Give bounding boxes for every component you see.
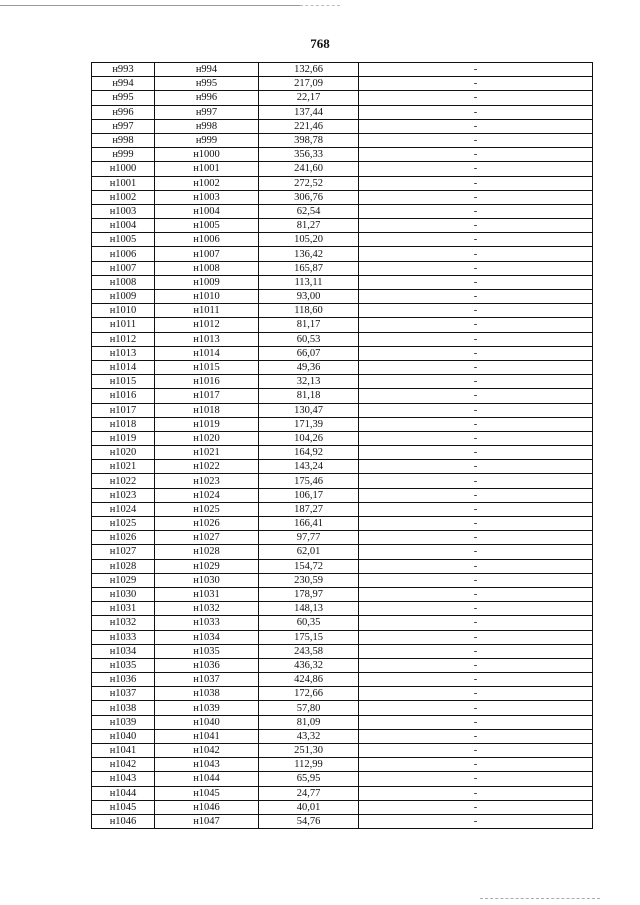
from-point-cell: н1010 xyxy=(92,304,155,318)
note-cell: - xyxy=(359,375,593,389)
table-row xyxy=(92,389,593,403)
table-row xyxy=(92,701,593,715)
from-point-cell: н1031 xyxy=(92,602,155,616)
distance-cell: 398,78 xyxy=(259,133,359,147)
from-point-cell: н1014 xyxy=(92,360,155,374)
note-cell: - xyxy=(359,162,593,176)
table-row xyxy=(92,800,593,814)
table-row xyxy=(92,758,593,772)
table-row xyxy=(92,133,593,147)
to-point-cell: н1005 xyxy=(155,219,259,233)
note-cell: - xyxy=(359,786,593,800)
from-point-cell: н1033 xyxy=(92,630,155,644)
distance-cell: 81,09 xyxy=(259,715,359,729)
table-row xyxy=(92,814,593,828)
distance-cell: 57,80 xyxy=(259,701,359,715)
from-point-cell: н994 xyxy=(92,77,155,91)
from-point-cell: н999 xyxy=(92,148,155,162)
from-point-cell: н1011 xyxy=(92,318,155,332)
to-point-cell: н1046 xyxy=(155,800,259,814)
table-row xyxy=(92,105,593,119)
distance-cell: 97,77 xyxy=(259,531,359,545)
note-cell: - xyxy=(359,63,593,77)
to-point-cell: н1045 xyxy=(155,786,259,800)
distance-cell: 154,72 xyxy=(259,559,359,573)
distance-cell: 217,09 xyxy=(259,77,359,91)
to-point-cell: н1037 xyxy=(155,673,259,687)
to-point-cell: н1010 xyxy=(155,290,259,304)
table-body xyxy=(92,63,593,829)
distance-cell: 148,13 xyxy=(259,602,359,616)
from-point-cell: н1019 xyxy=(92,431,155,445)
note-cell: - xyxy=(359,403,593,417)
table-row xyxy=(92,304,593,318)
to-point-cell: н995 xyxy=(155,77,259,91)
from-point-cell: н1036 xyxy=(92,673,155,687)
table-row xyxy=(92,417,593,431)
note-cell: - xyxy=(359,389,593,403)
distance-cell: 356,33 xyxy=(259,148,359,162)
note-cell: - xyxy=(359,616,593,630)
distance-cell: 166,41 xyxy=(259,517,359,531)
table-row xyxy=(92,190,593,204)
to-point-cell: н998 xyxy=(155,119,259,133)
note-cell: - xyxy=(359,247,593,261)
distance-cell: 112,99 xyxy=(259,758,359,772)
from-point-cell: н1013 xyxy=(92,346,155,360)
distance-cell: 65,95 xyxy=(259,772,359,786)
from-point-cell: н1034 xyxy=(92,644,155,658)
from-point-cell: н1032 xyxy=(92,616,155,630)
table-row xyxy=(92,687,593,701)
to-point-cell: н1044 xyxy=(155,772,259,786)
from-point-cell: н1028 xyxy=(92,559,155,573)
distance-cell: 164,92 xyxy=(259,446,359,460)
note-cell: - xyxy=(359,417,593,431)
distance-cell: 243,58 xyxy=(259,644,359,658)
table-row xyxy=(92,318,593,332)
to-point-cell: н1015 xyxy=(155,360,259,374)
table-row xyxy=(92,91,593,105)
note-cell: - xyxy=(359,715,593,729)
table-row xyxy=(92,275,593,289)
table-row xyxy=(92,77,593,91)
note-cell: - xyxy=(359,360,593,374)
distance-cell: 306,76 xyxy=(259,190,359,204)
table-row xyxy=(92,559,593,573)
table-row xyxy=(92,616,593,630)
coordinates-table xyxy=(91,62,593,829)
table-row xyxy=(92,658,593,672)
note-cell: - xyxy=(359,77,593,91)
note-cell: - xyxy=(359,531,593,545)
to-point-cell: н1031 xyxy=(155,587,259,601)
to-point-cell: н1032 xyxy=(155,602,259,616)
to-point-cell: н997 xyxy=(155,105,259,119)
top-scan-line-faint xyxy=(300,5,340,6)
note-cell: - xyxy=(359,758,593,772)
distance-cell: 49,36 xyxy=(259,360,359,374)
to-point-cell: н1028 xyxy=(155,545,259,559)
to-point-cell: н1034 xyxy=(155,630,259,644)
table-row xyxy=(92,346,593,360)
to-point-cell: н1027 xyxy=(155,531,259,545)
note-cell: - xyxy=(359,233,593,247)
from-point-cell: н1040 xyxy=(92,729,155,743)
bottom-scan-line xyxy=(480,898,600,899)
note-cell: - xyxy=(359,602,593,616)
distance-cell: 132,66 xyxy=(259,63,359,77)
note-cell: - xyxy=(359,176,593,190)
distance-cell: 251,30 xyxy=(259,744,359,758)
to-point-cell: н1026 xyxy=(155,517,259,531)
distance-cell: 81,17 xyxy=(259,318,359,332)
table-row xyxy=(92,587,593,601)
note-cell: - xyxy=(359,744,593,758)
from-point-cell: н1000 xyxy=(92,162,155,176)
from-point-cell: н1018 xyxy=(92,417,155,431)
table-row xyxy=(92,360,593,374)
note-cell: - xyxy=(359,91,593,105)
distance-cell: 172,66 xyxy=(259,687,359,701)
from-point-cell: н1003 xyxy=(92,204,155,218)
table-row xyxy=(92,375,593,389)
table-row xyxy=(92,148,593,162)
note-cell: - xyxy=(359,630,593,644)
table-row xyxy=(92,673,593,687)
to-point-cell: н1007 xyxy=(155,247,259,261)
table-row xyxy=(92,715,593,729)
to-point-cell: н1021 xyxy=(155,446,259,460)
to-point-cell: н1019 xyxy=(155,417,259,431)
from-point-cell: н1042 xyxy=(92,758,155,772)
note-cell: - xyxy=(359,290,593,304)
from-point-cell: н996 xyxy=(92,105,155,119)
table-row xyxy=(92,176,593,190)
note-cell: - xyxy=(359,204,593,218)
from-point-cell: н995 xyxy=(92,91,155,105)
distance-cell: 32,13 xyxy=(259,375,359,389)
distance-cell: 24,77 xyxy=(259,786,359,800)
from-point-cell: н1022 xyxy=(92,474,155,488)
to-point-cell: н1047 xyxy=(155,814,259,828)
note-cell: - xyxy=(359,587,593,601)
distance-cell: 93,00 xyxy=(259,290,359,304)
table-row xyxy=(92,460,593,474)
from-point-cell: н1039 xyxy=(92,715,155,729)
table-row xyxy=(92,63,593,77)
table-row xyxy=(92,119,593,133)
distance-cell: 178,97 xyxy=(259,587,359,601)
to-point-cell: н1002 xyxy=(155,176,259,190)
table-row xyxy=(92,247,593,261)
distance-cell: 175,15 xyxy=(259,630,359,644)
from-point-cell: н1009 xyxy=(92,290,155,304)
from-point-cell: н1030 xyxy=(92,587,155,601)
from-point-cell: н1008 xyxy=(92,275,155,289)
from-point-cell: н1037 xyxy=(92,687,155,701)
table-row xyxy=(92,474,593,488)
table-row xyxy=(92,630,593,644)
table-row xyxy=(92,204,593,218)
distance-cell: 175,46 xyxy=(259,474,359,488)
table-row xyxy=(92,290,593,304)
to-point-cell: н1030 xyxy=(155,573,259,587)
distance-cell: 113,11 xyxy=(259,275,359,289)
to-point-cell: н1038 xyxy=(155,687,259,701)
page-number: 768 xyxy=(310,36,330,51)
note-cell: - xyxy=(359,673,593,687)
note-cell: - xyxy=(359,545,593,559)
distance-cell: 272,52 xyxy=(259,176,359,190)
from-point-cell: н1025 xyxy=(92,517,155,531)
note-cell: - xyxy=(359,318,593,332)
table-row xyxy=(92,233,593,247)
note-cell: - xyxy=(359,474,593,488)
distance-cell: 60,35 xyxy=(259,616,359,630)
to-point-cell: н1018 xyxy=(155,403,259,417)
from-point-cell: н1046 xyxy=(92,814,155,828)
from-point-cell: н1020 xyxy=(92,446,155,460)
table-row xyxy=(92,729,593,743)
note-cell: - xyxy=(359,517,593,531)
note-cell: - xyxy=(359,332,593,346)
table-row xyxy=(92,602,593,616)
from-point-cell: н997 xyxy=(92,119,155,133)
table-row xyxy=(92,219,593,233)
distance-cell: 105,20 xyxy=(259,233,359,247)
distance-cell: 137,44 xyxy=(259,105,359,119)
to-point-cell: н1040 xyxy=(155,715,259,729)
table-row xyxy=(92,332,593,346)
to-point-cell: н1012 xyxy=(155,318,259,332)
table-row xyxy=(92,488,593,502)
to-point-cell: н1041 xyxy=(155,729,259,743)
distance-cell: 54,76 xyxy=(259,814,359,828)
note-cell: - xyxy=(359,687,593,701)
distance-cell: 81,18 xyxy=(259,389,359,403)
to-point-cell: н1033 xyxy=(155,616,259,630)
table-row xyxy=(92,772,593,786)
to-point-cell: н1016 xyxy=(155,375,259,389)
distance-cell: 40,01 xyxy=(259,800,359,814)
from-point-cell: н1023 xyxy=(92,488,155,502)
note-cell: - xyxy=(359,644,593,658)
from-point-cell: н1029 xyxy=(92,573,155,587)
note-cell: - xyxy=(359,304,593,318)
distance-cell: 221,46 xyxy=(259,119,359,133)
to-point-cell: н1036 xyxy=(155,658,259,672)
to-point-cell: н1001 xyxy=(155,162,259,176)
table-row xyxy=(92,517,593,531)
top-scan-line xyxy=(0,5,300,6)
to-point-cell: н1014 xyxy=(155,346,259,360)
from-point-cell: н1015 xyxy=(92,375,155,389)
table-row xyxy=(92,403,593,417)
to-point-cell: н1029 xyxy=(155,559,259,573)
table-row xyxy=(92,261,593,275)
from-point-cell: н1002 xyxy=(92,190,155,204)
to-point-cell: н1020 xyxy=(155,431,259,445)
to-point-cell: н1024 xyxy=(155,488,259,502)
note-cell: - xyxy=(359,573,593,587)
table-row xyxy=(92,786,593,800)
from-point-cell: н1027 xyxy=(92,545,155,559)
note-cell: - xyxy=(359,148,593,162)
from-point-cell: н1035 xyxy=(92,658,155,672)
distance-cell: 171,39 xyxy=(259,417,359,431)
distance-cell: 106,17 xyxy=(259,488,359,502)
note-cell: - xyxy=(359,460,593,474)
table-row xyxy=(92,573,593,587)
from-point-cell: н1017 xyxy=(92,403,155,417)
from-point-cell: н1021 xyxy=(92,460,155,474)
to-point-cell: н1025 xyxy=(155,502,259,516)
from-point-cell: н1006 xyxy=(92,247,155,261)
note-cell: - xyxy=(359,346,593,360)
distance-cell: 230,59 xyxy=(259,573,359,587)
to-point-cell: н1008 xyxy=(155,261,259,275)
note-cell: - xyxy=(359,814,593,828)
note-cell: - xyxy=(359,502,593,516)
note-cell: - xyxy=(359,800,593,814)
from-point-cell: н1043 xyxy=(92,772,155,786)
distance-cell: 241,60 xyxy=(259,162,359,176)
from-point-cell: н1024 xyxy=(92,502,155,516)
note-cell: - xyxy=(359,431,593,445)
to-point-cell: н1023 xyxy=(155,474,259,488)
distance-cell: 424,86 xyxy=(259,673,359,687)
note-cell: - xyxy=(359,488,593,502)
note-cell: - xyxy=(359,446,593,460)
from-point-cell: н1038 xyxy=(92,701,155,715)
note-cell: - xyxy=(359,133,593,147)
from-point-cell: н1026 xyxy=(92,531,155,545)
from-point-cell: н993 xyxy=(92,63,155,77)
table-row xyxy=(92,644,593,658)
distance-cell: 43,32 xyxy=(259,729,359,743)
distance-cell: 118,60 xyxy=(259,304,359,318)
from-point-cell: н1041 xyxy=(92,744,155,758)
to-point-cell: н1035 xyxy=(155,644,259,658)
table-row xyxy=(92,545,593,559)
from-point-cell: н1016 xyxy=(92,389,155,403)
from-point-cell: н1044 xyxy=(92,786,155,800)
distance-cell: 187,27 xyxy=(259,502,359,516)
note-cell: - xyxy=(359,275,593,289)
table-row xyxy=(92,162,593,176)
to-point-cell: н1022 xyxy=(155,460,259,474)
to-point-cell: н1017 xyxy=(155,389,259,403)
from-point-cell: н1004 xyxy=(92,219,155,233)
to-point-cell: н1011 xyxy=(155,304,259,318)
table-row xyxy=(92,502,593,516)
from-point-cell: н1005 xyxy=(92,233,155,247)
to-point-cell: н994 xyxy=(155,63,259,77)
distance-cell: 165,87 xyxy=(259,261,359,275)
note-cell: - xyxy=(359,190,593,204)
table-row xyxy=(92,446,593,460)
distance-cell: 104,26 xyxy=(259,431,359,445)
distance-cell: 136,42 xyxy=(259,247,359,261)
to-point-cell: н996 xyxy=(155,91,259,105)
note-cell: - xyxy=(359,559,593,573)
from-point-cell: н998 xyxy=(92,133,155,147)
to-point-cell: н1042 xyxy=(155,744,259,758)
to-point-cell: н1039 xyxy=(155,701,259,715)
note-cell: - xyxy=(359,219,593,233)
distance-cell: 436,32 xyxy=(259,658,359,672)
to-point-cell: н1003 xyxy=(155,190,259,204)
from-point-cell: н1012 xyxy=(92,332,155,346)
from-point-cell: н1007 xyxy=(92,261,155,275)
table-row xyxy=(92,531,593,545)
distance-cell: 60,53 xyxy=(259,332,359,346)
note-cell: - xyxy=(359,119,593,133)
table-row xyxy=(92,431,593,445)
to-point-cell: н1043 xyxy=(155,758,259,772)
to-point-cell: н1004 xyxy=(155,204,259,218)
distance-cell: 130,47 xyxy=(259,403,359,417)
to-point-cell: н1000 xyxy=(155,148,259,162)
to-point-cell: н999 xyxy=(155,133,259,147)
distance-cell: 62,54 xyxy=(259,204,359,218)
distance-cell: 81,27 xyxy=(259,219,359,233)
note-cell: - xyxy=(359,658,593,672)
distance-cell: 143,24 xyxy=(259,460,359,474)
note-cell: - xyxy=(359,701,593,715)
table-row xyxy=(92,744,593,758)
to-point-cell: н1013 xyxy=(155,332,259,346)
to-point-cell: н1006 xyxy=(155,233,259,247)
from-point-cell: н1001 xyxy=(92,176,155,190)
distance-cell: 66,07 xyxy=(259,346,359,360)
distance-cell: 22,17 xyxy=(259,91,359,105)
from-point-cell: н1045 xyxy=(92,800,155,814)
note-cell: - xyxy=(359,729,593,743)
note-cell: - xyxy=(359,105,593,119)
note-cell: - xyxy=(359,261,593,275)
to-point-cell: н1009 xyxy=(155,275,259,289)
note-cell: - xyxy=(359,772,593,786)
distance-cell: 62,01 xyxy=(259,545,359,559)
